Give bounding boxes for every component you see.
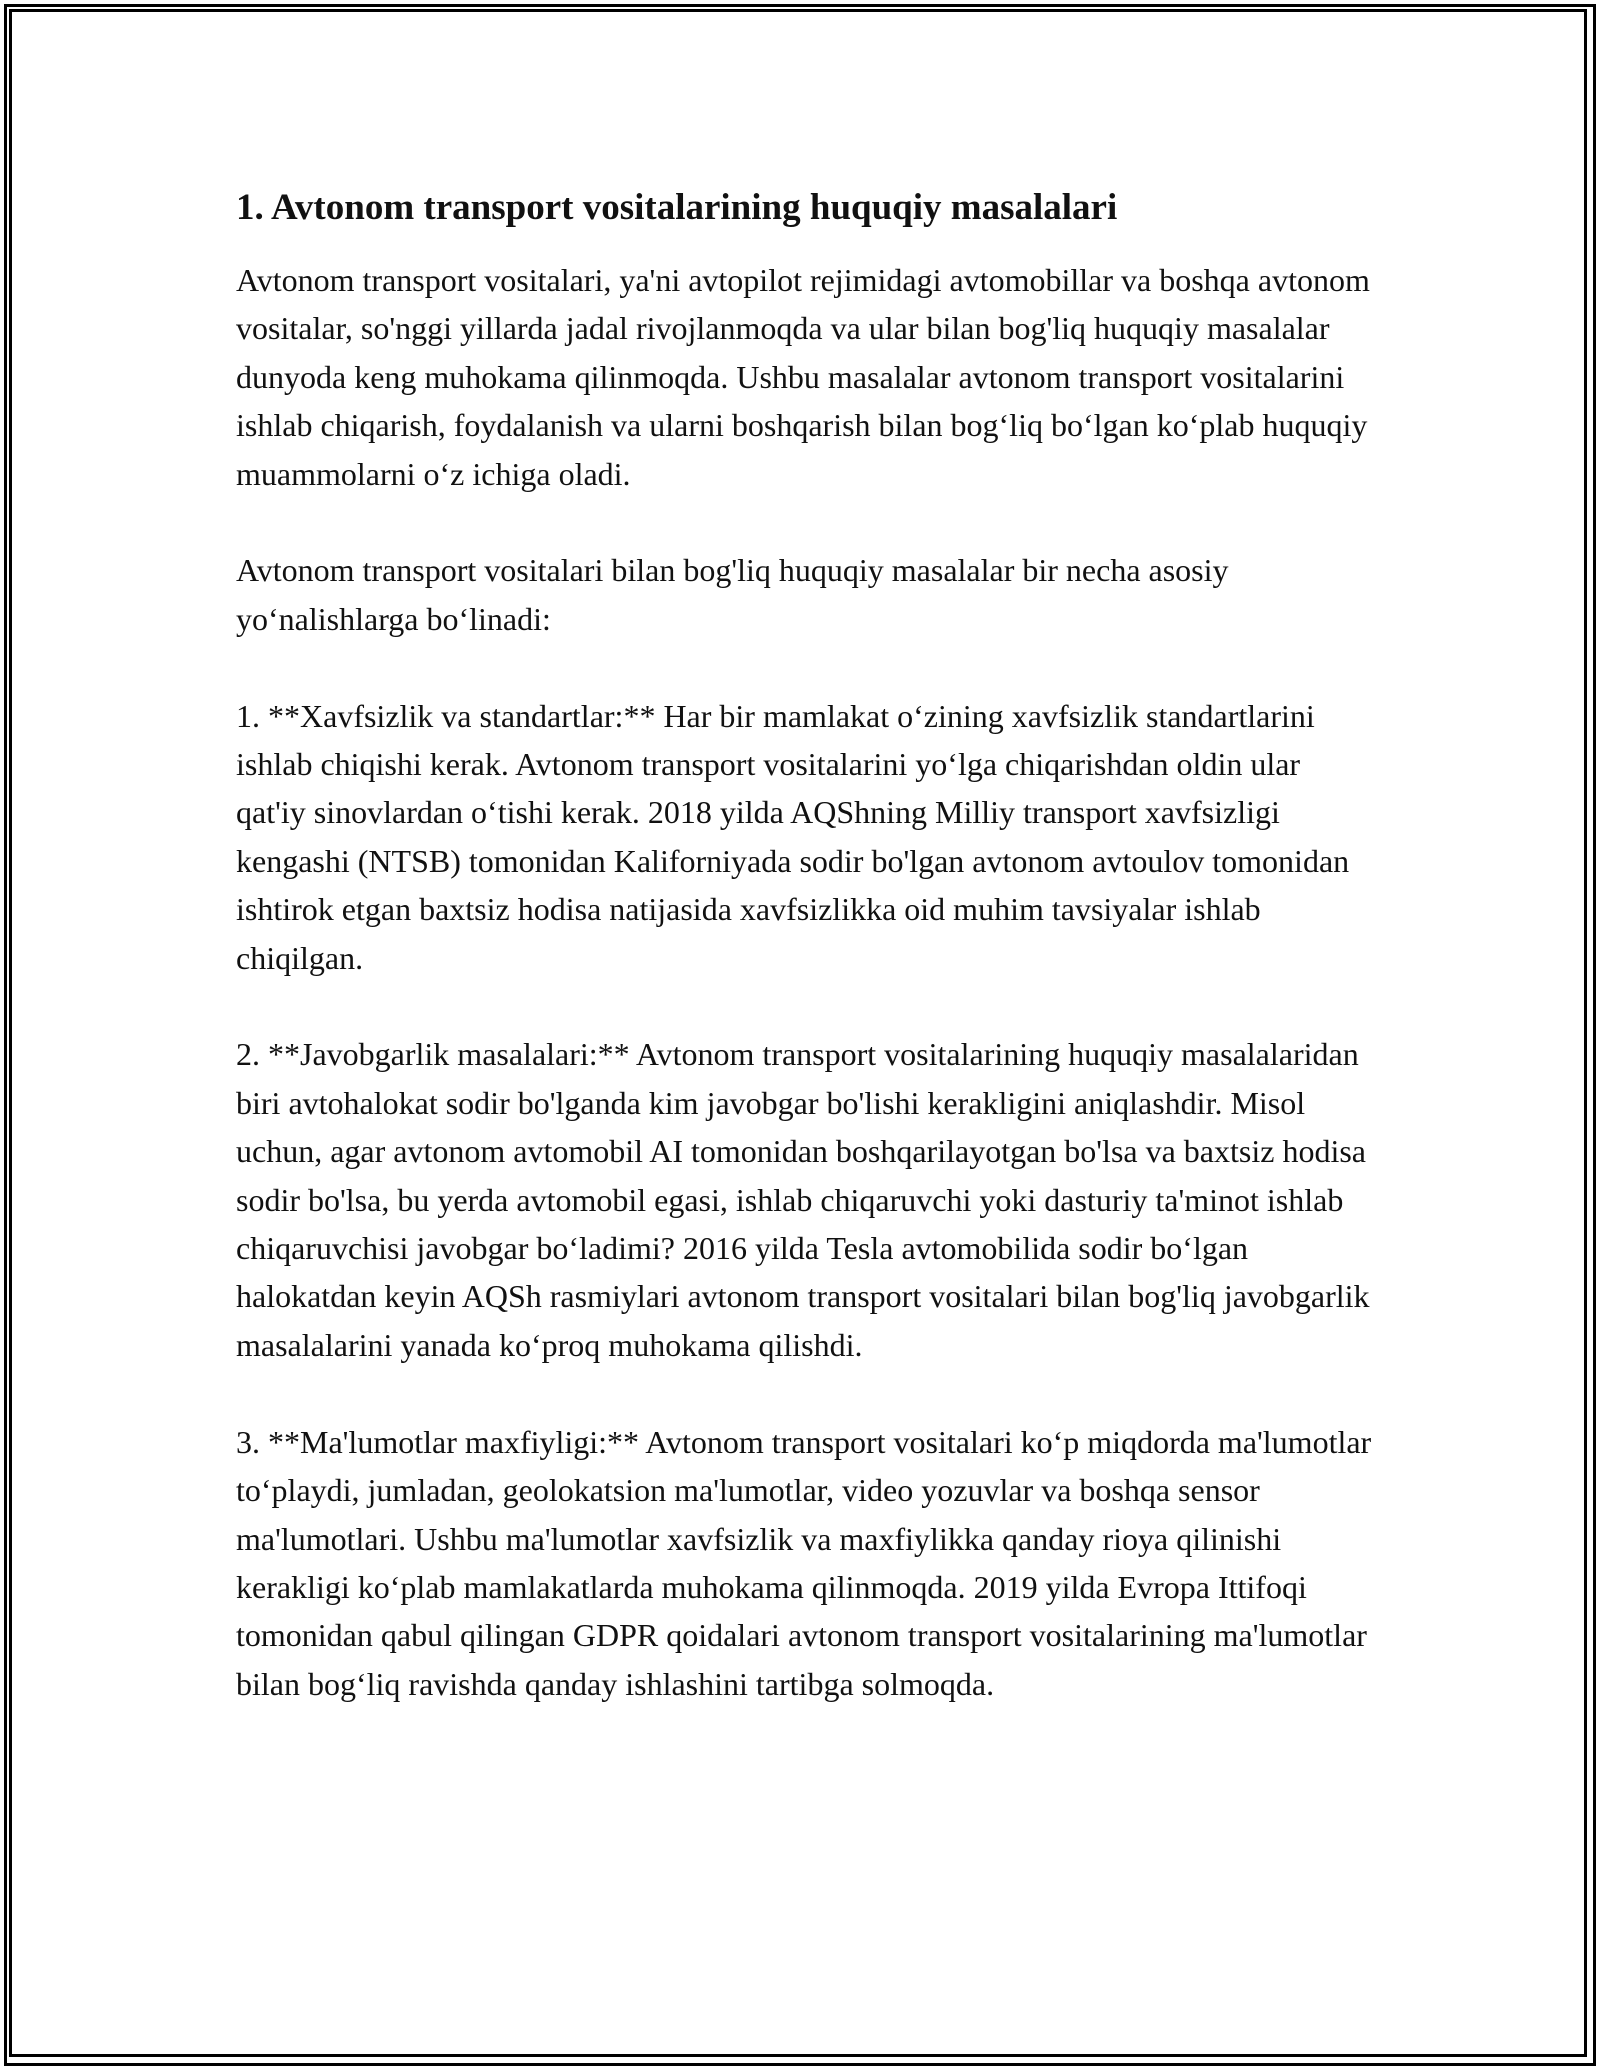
paragraph-data-privacy: 3. **Ma'lumotlar maxfiyligi:** Avtonom transport vositalari ko‘p miqdorda ma'lumotlar to‘playdi, jumladan, geolokatsion ma'lumotlar, video yozuvlar va boshqa sensor ma'lumotlari. Ushbu ma'lumotlar xavfsizlik va maxfiylikka qanday rioya qilinishi kerakligi ko‘plab mamlakatlarda muhokama qilinmoqda. 2019 yilda Evropa Ittifoqi tomonidan qabul qilingan GDPR qoidalari avtonom transport vositalarining ma'lumotlar bilan bog‘liq ravishda qanday ishlashini tartibga solmoqda. xyxy=(236,1423,1372,1702)
section-heading: 1. Avtonom transport vositalarining huquqiy masalalari xyxy=(236,187,1118,228)
paragraph-overview: Avtonom transport vositalari bilan bog'liq huquqiy masalalar bir necha asosiy yo‘nalishlarga bo‘linadi: xyxy=(236,552,1229,637)
paragraph-safety-standards: 1. **Xavfsizlik va standartlar:** Har bir mamlakat o‘zining xavfsizlik standartlarini ishlab chiqishi kerak. Avtonom transport vositalarini yo‘lga chiqarishdan oldin ular qat'iy sinovlardan o‘tishi kerak. 2018 yilda AQShning Milliy transport xavfsizligi kengashi (NTSB) tomonidan Kaliforniyada sodir bo'lgan avtonom avtoulov tomonidan ishtirok etgan baxtsiz hodisa natijasida xavfsizlikka oid muhim tavsiyalar ishlab chiqilgan. xyxy=(236,697,1350,976)
document-body xyxy=(236,184,1376,1757)
paragraph-liability: 2. **Javobgarlik masalalari:** Avtonom transport vositalarining huquqiy masalalaridan biri avtohalokat sodir bo'lganda kim javobgar bo'lishi kerakligini aniqlashdir. Misol uchun, agar avtonom avtomobil AI tomonidan boshqarilayotgan bo'lsa va baxtsiz hodisa sodir bo'lsa, bu yerda avtomobil egasi, ishlab chiqaruvchi yoki dasturiy ta'minot ishlab chiqaruvchisi javobgar bo‘ladimi? 2016 yilda Tesla avtomobilida sodir bo‘lgan halokatdan keyin AQSh rasmiylari avtonom transport vositalari bilan bog'liq javobgarlik masalalarini yanada ko‘proq muhokama qilishdi. xyxy=(236,1036,1370,1363)
paragraph-intro: Avtonom transport vositalari, ya'ni avtopilot rejimidagi avtomobillar va boshqa avtonom vositalar, so'nggi yillarda jadal rivojlanmoqda va ular bilan bog'liq huquqiy masalalar dunyoda keng muhokama qilinmoqda. Ushbu masalalar avtonom transport vositalarini ishlab chiqarish, foydalanish va ularni boshqarish bilan bog‘liq bo‘lgan ko‘plab huquqiy muammolarni o‘z ichiga oladi. xyxy=(236,262,1370,492)
